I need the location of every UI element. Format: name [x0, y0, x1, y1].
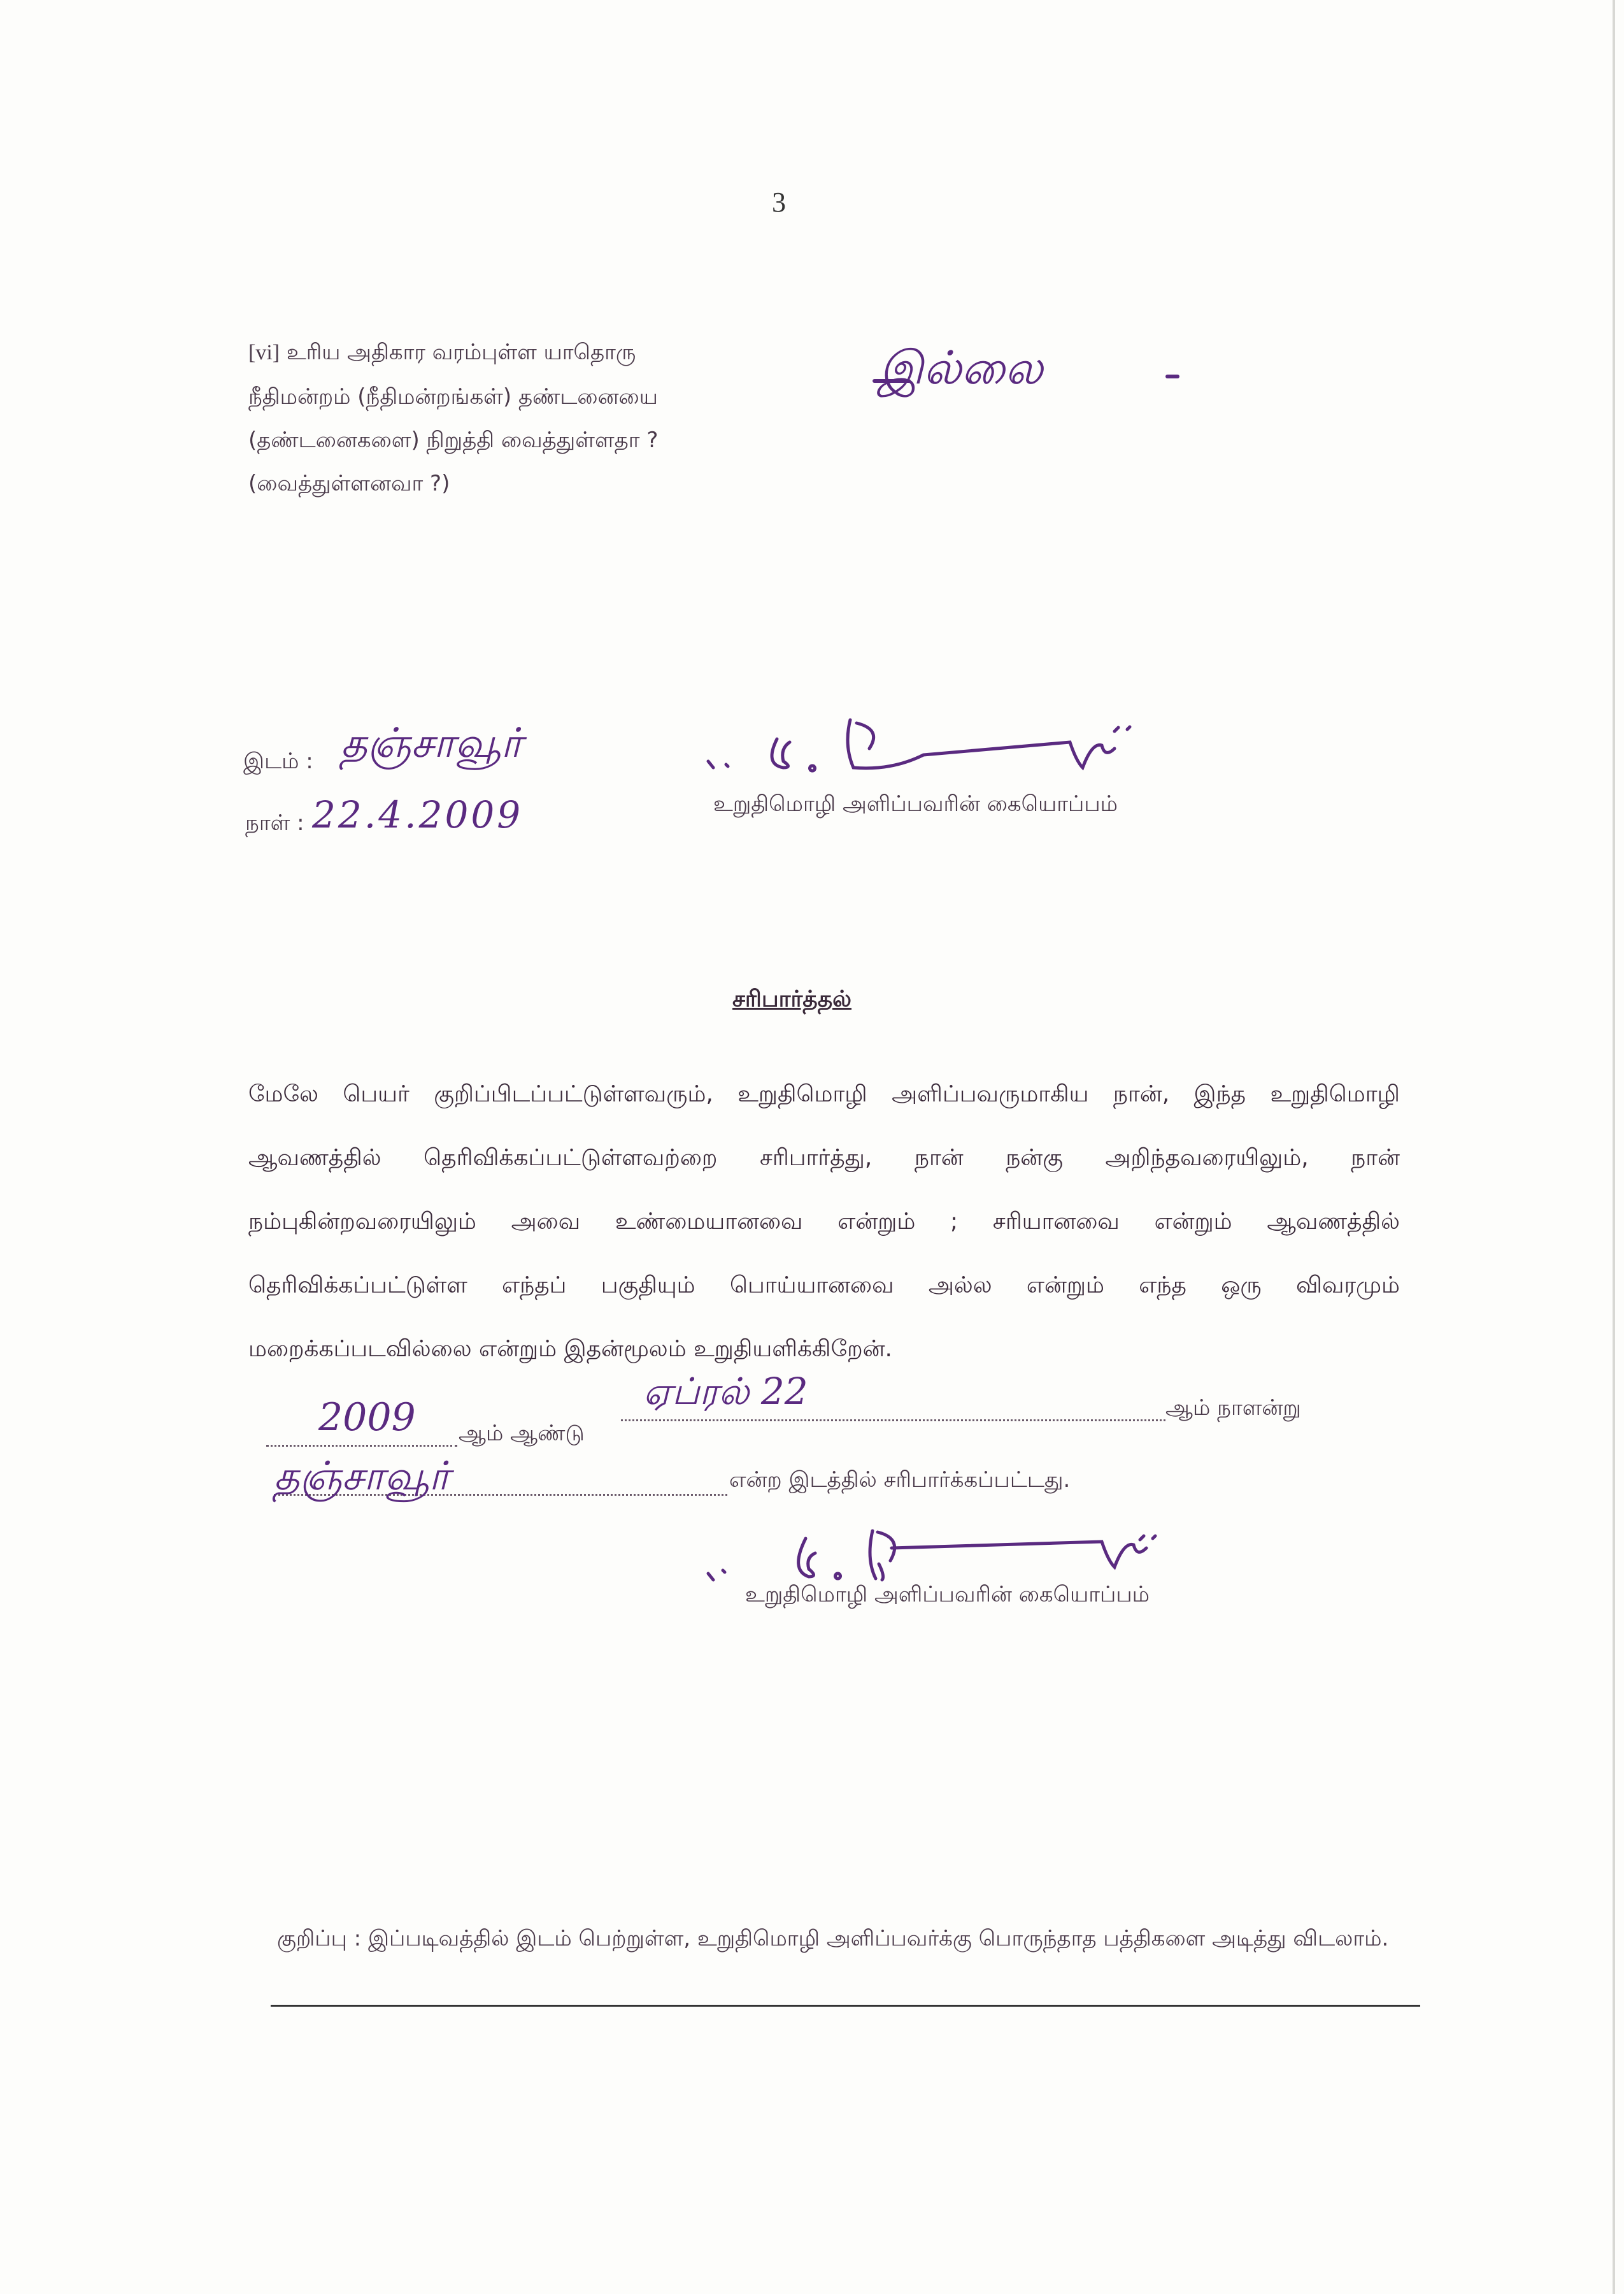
question-text-1: உரிய அதிகார வரம்புள்ள யாதொரு — [286, 340, 636, 365]
verification-title: சரிபார்த்தல் — [732, 986, 852, 1012]
verification-body: மேலே பெயர் குறிப்பிடப்பட்டுள்ளவரும், உறுதிமொழி அளிப்பவருமாகிய நான், இந்த உறுதிமொழி ஆவணத்தில் தெரிவிக்கப்பட்டுள்ளவற்றை சரிபார்த்து, நான் நன்கு அறிந்தவரையிலும், நான் நம்புகின்றவரையிலும் அவை உண்மையானவை என்றும் ; சரியானவை என்றும் ஆவணத்தில் தெரிவிக்கப்பட்டுள்ள எந்தப் பகுதியும் பொய்யானவை அல்ல என்றும் எந்த ஒரு விவரமும் மறைக்கப்படவில்லை என்றும் இதன்மூலம் உறுதியளிக்கிறேன். — [248, 1081, 1400, 1362]
year-blank — [266, 1445, 457, 1447]
date-label: நாள் : — [245, 810, 304, 836]
footnote — [277, 1914, 1417, 1963]
signature-1 — [701, 707, 1185, 790]
footer-rule — [271, 2005, 1420, 2007]
page-number: 3 — [772, 187, 786, 218]
question-tag: [vi] — [248, 341, 280, 364]
signature-caption-1: உறுதிமொழி அளிப்பவரின் கையொப்பம் — [713, 791, 1118, 817]
verification-place-value: தஞ்சாவூர் — [274, 1452, 450, 1499]
year-value: 2009 — [318, 1395, 416, 1440]
page-edge — [1613, 0, 1615, 2294]
day-suffix: ஆம் நாளன்று — [1165, 1395, 1301, 1421]
question-line-1 — [248, 338, 822, 368]
handwritten-answer: இல்லை — [879, 341, 1043, 394]
footnote-label: குறிப்பு : — [277, 1926, 362, 1951]
question-line-3: (தண்டனைகளை) நிறுத்தி வைத்துள்ளதா ? — [248, 427, 659, 453]
place-label: இடம் : — [243, 749, 313, 774]
question-line-2: நீதிமன்றம் (நீதிமன்றங்கள்) தண்டனையை — [248, 384, 658, 410]
verification-place-suffix: என்ற இடத்தில் சரிபார்க்கப்பட்டது. — [729, 1467, 1071, 1493]
month-day-blank — [621, 1419, 1165, 1421]
place-value: தஞ்சாவூர் — [341, 720, 522, 767]
footnote-text: இப்படிவத்தில் இடம் பெற்றுள்ள, உறுதிமொழி அளிப்பவர்க்கு பொருந்தாத பத்திகளை அடித்து விடலாம். — [367, 1926, 1389, 1951]
signature-caption-2: உறுதிமொழி அளிப்பவரின் கையொப்பம் — [745, 1582, 1150, 1607]
question-line-4: (வைத்துள்ளனவா ?) — [248, 471, 450, 496]
date-value: 22.4.2009 — [312, 793, 524, 836]
month-day-value: ஏப்ரல் 22 — [643, 1370, 808, 1413]
answer-dash-right — [1165, 375, 1179, 378]
year-suffix: ஆம் ஆண்டு — [459, 1421, 585, 1446]
